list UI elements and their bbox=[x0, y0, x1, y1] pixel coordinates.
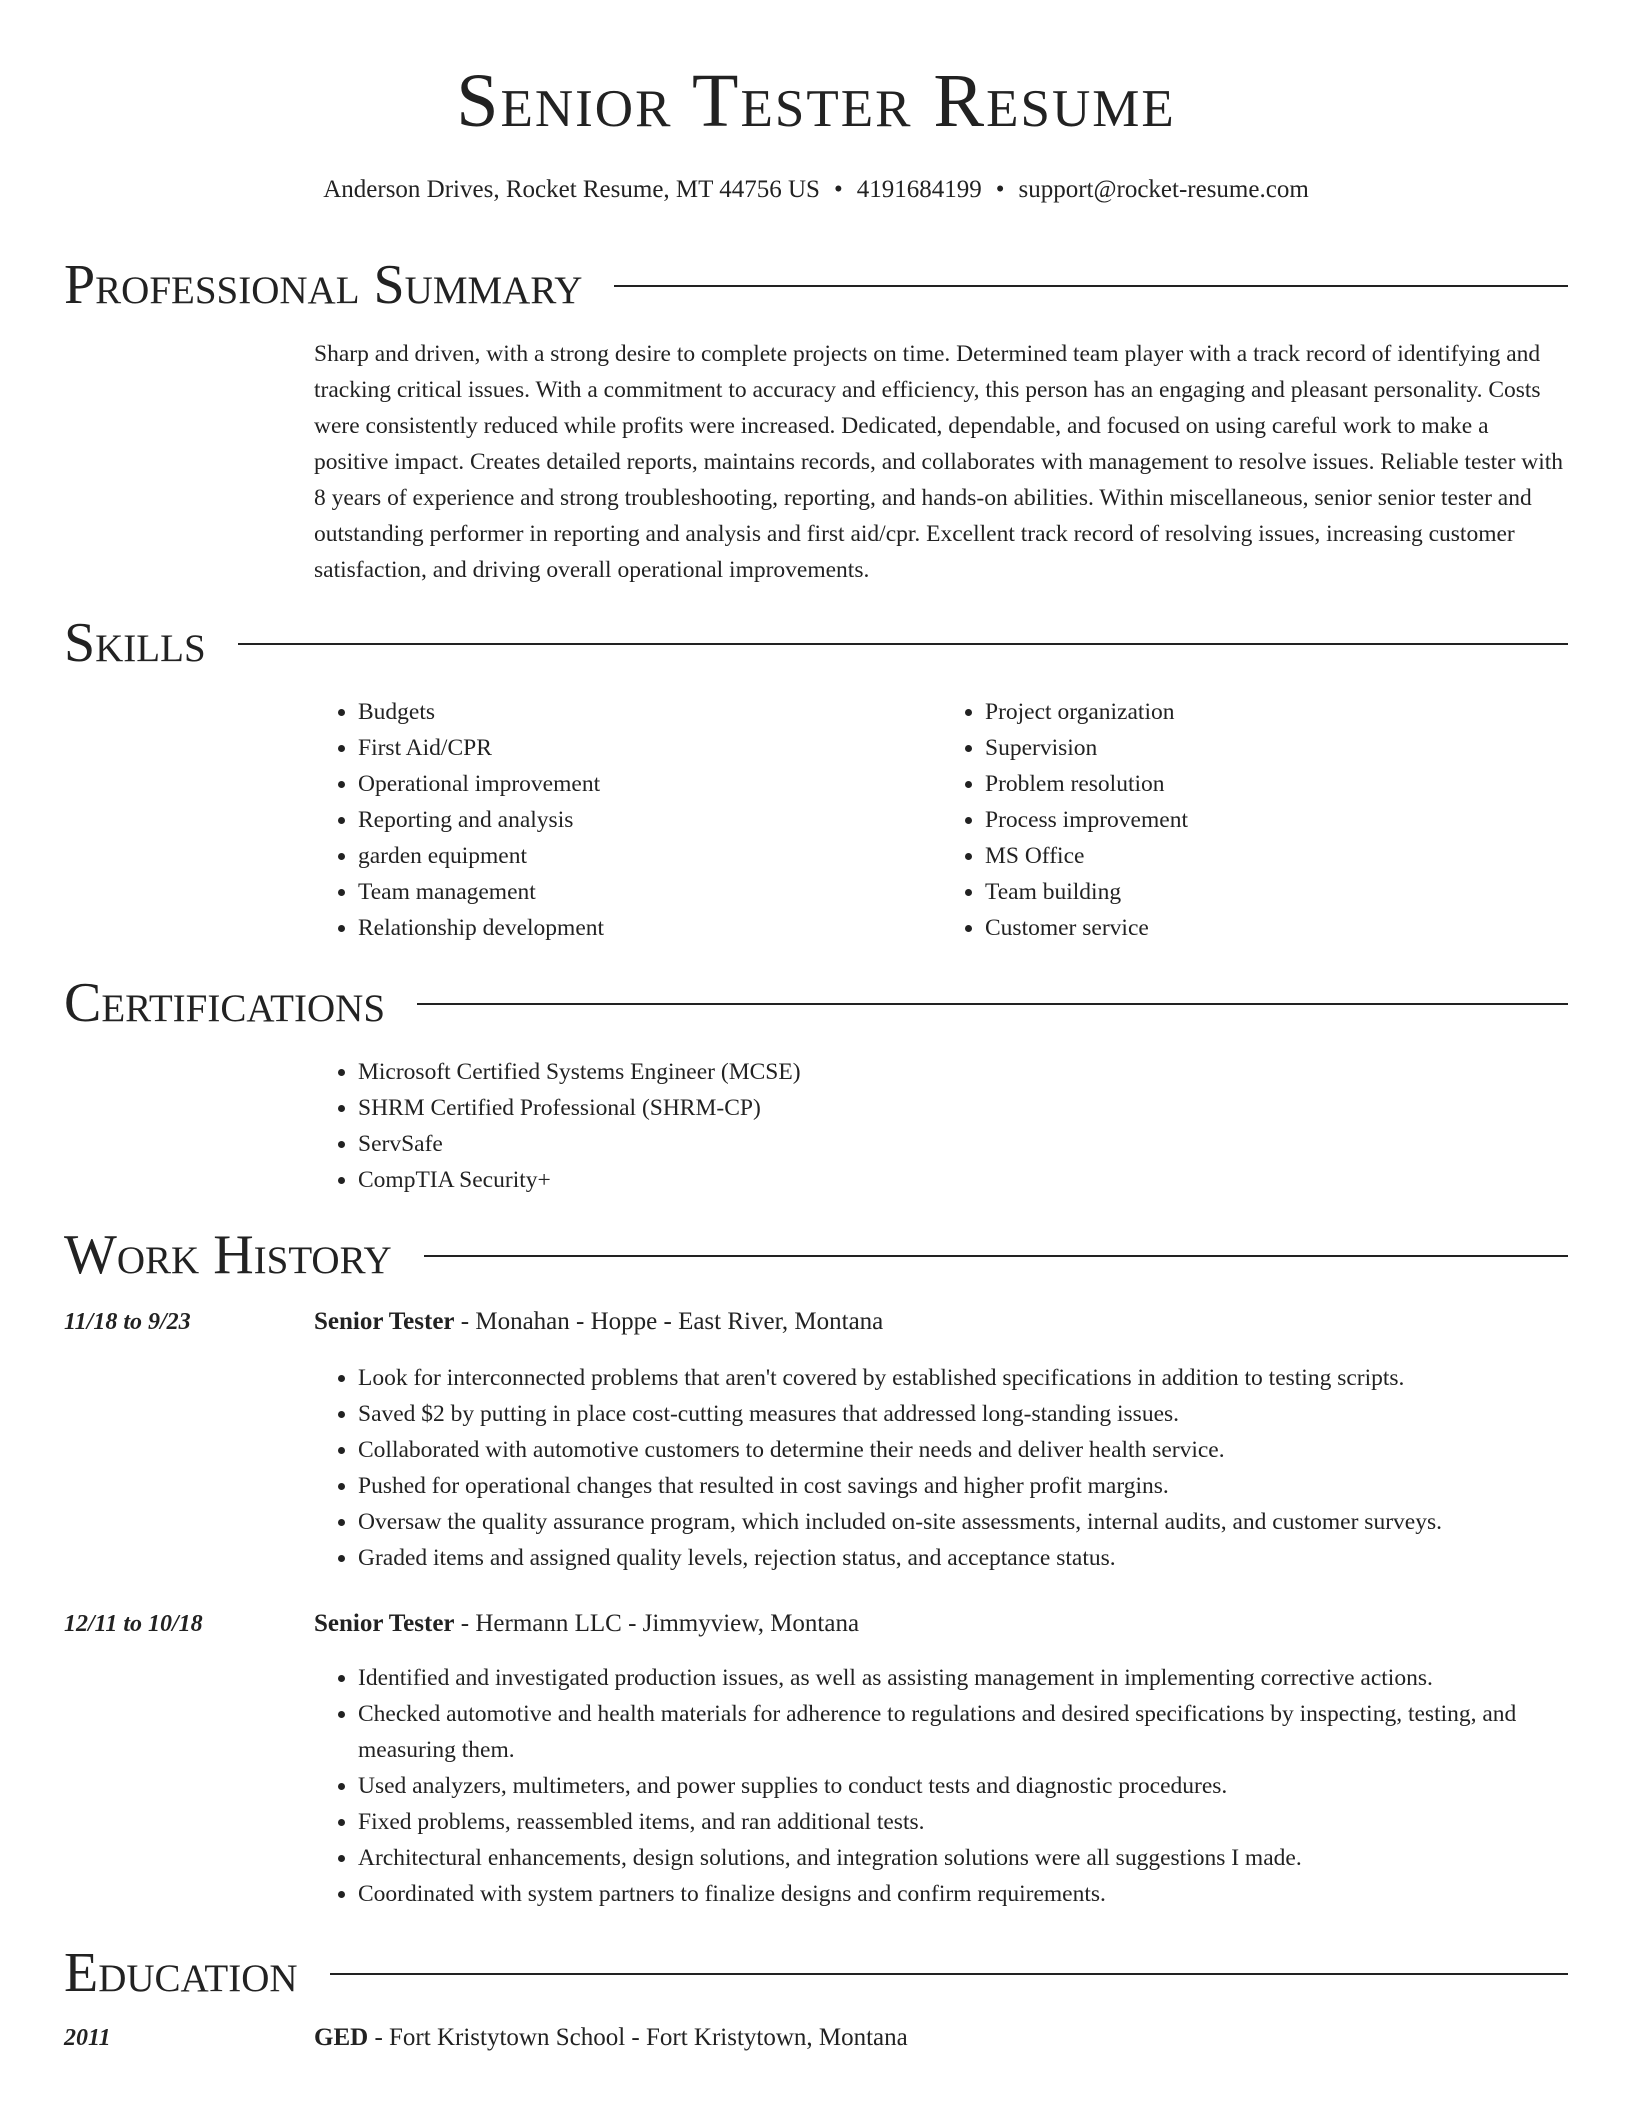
address-text: Anderson Drives, Rocket Resume, MT 44756 US bbox=[323, 176, 820, 203]
section-heading: Certifications bbox=[64, 972, 386, 1034]
skill-item: • Customer service bbox=[985, 910, 1568, 946]
education-year: 2011 bbox=[64, 2025, 111, 2051]
job-employer: - Monahan - Hoppe - East River, Montana bbox=[454, 1308, 884, 1335]
section-divider bbox=[614, 285, 1568, 287]
section-divider bbox=[330, 1973, 1568, 1975]
skill-item: • Reporting and analysis bbox=[358, 802, 941, 838]
section-heading: Work History bbox=[64, 1224, 392, 1286]
job-dates: 11/18 to 9/23 bbox=[64, 1309, 191, 1335]
summary-section-header bbox=[64, 252, 1568, 318]
skill-item: • Project organization bbox=[985, 694, 1568, 730]
job-title-line bbox=[314, 1306, 883, 1338]
contact-line bbox=[64, 174, 1568, 206]
skills-list-left bbox=[314, 694, 941, 946]
job-duties bbox=[314, 1360, 1568, 1576]
skill-item: • Relationship development bbox=[358, 910, 941, 946]
job-title: Senior Tester bbox=[314, 1610, 455, 1637]
job-bullet: • Saved $2 by putting in place cost-cutting measures that addressed long-standing issues. bbox=[358, 1396, 1568, 1432]
job-bullet: • Oversaw the quality assurance program, which included on-site assessments, internal audits, and customer surveys. bbox=[358, 1504, 1568, 1540]
job-bullet: • Used analyzers, multimeters, and power supplies to conduct tests and diagnostic procedures. bbox=[358, 1768, 1568, 1804]
work-section-header bbox=[64, 1222, 1568, 1288]
job-bullet: • Coordinated with system partners to finalize designs and confirm requirements. bbox=[358, 1876, 1568, 1912]
job-bullet: • Architectural enhancements, design solutions, and integration solutions were all suggestions I made. bbox=[358, 1840, 1568, 1876]
certification-item: • SHRM Certified Professional (SHRM-CP) bbox=[358, 1090, 1568, 1126]
section-heading: Skills bbox=[64, 612, 206, 674]
page-title: Senior Tester Resume bbox=[456, 59, 1176, 143]
job-bullet: • Look for interconnected problems that aren't covered by established specifications in addition to testing scripts. bbox=[358, 1360, 1568, 1396]
summary-text: Sharp and driven, with a strong desire to complete projects on time. Determined team player with a track record of identifying and tracking critical issues. With a commitment to accuracy and efficiency, this person has an engaging and pleasant personality. Costs were consistently reduced while profits were increased. Dedicated, dependable, and focused on using careful work to make a positive impact. Creates detailed reports, maintains records, and collaborates with management to resolve issues. Reliable tester with 8 years of experience and strong troubleshooting, reporting, and hands-on abilities. Within miscellaneous, senior senior tester and outstanding performer in reporting and analysis and first aid/cpr. Excellent track record of resolving issues, increasing customer satisfaction, and driving overall operational improvements. bbox=[314, 341, 1564, 583]
job-bullet: • Graded items and assigned quality levels, rejection status, and acceptance status. bbox=[358, 1540, 1568, 1576]
education-section-header bbox=[64, 1940, 1568, 2006]
education-line bbox=[314, 2022, 908, 2054]
job-bullet-list bbox=[314, 1360, 1568, 1576]
skill-item: • Budgets bbox=[358, 694, 941, 730]
section-divider bbox=[238, 643, 1568, 645]
certifications-section bbox=[314, 1054, 1568, 1198]
skill-item: • Team building bbox=[985, 874, 1568, 910]
job-bullet: • Identified and investigated production issues, as well as assisting management in implementing corrective actions. bbox=[358, 1660, 1568, 1696]
certification-item: • ServSafe bbox=[358, 1126, 1568, 1162]
skills-list-right bbox=[941, 694, 1568, 946]
certifications-list bbox=[314, 1054, 1568, 1198]
section-divider bbox=[424, 1255, 1568, 1257]
job-duties bbox=[314, 1660, 1568, 1912]
skill-item: • First Aid/CPR bbox=[358, 730, 941, 766]
job-title: Senior Tester bbox=[314, 1308, 455, 1335]
summary-section bbox=[314, 336, 1568, 588]
job-bullet: • Fixed problems, reassembled items, and ran additional tests. bbox=[358, 1804, 1568, 1840]
job-bullet: • Collaborated with automotive customers to determine their needs and deliver health service. bbox=[358, 1432, 1568, 1468]
certifications-section-header bbox=[64, 970, 1568, 1036]
email-text: support@rocket-resume.com bbox=[1018, 176, 1309, 203]
skills-section-header bbox=[64, 610, 1568, 676]
job-employer: - Hermann LLC - Jimmyview, Montana bbox=[454, 1610, 860, 1637]
skill-item: • Supervision bbox=[985, 730, 1568, 766]
skill-item: • Problem resolution bbox=[985, 766, 1568, 802]
skill-item: • garden equipment bbox=[358, 838, 941, 874]
certification-item: • CompTIA Security+ bbox=[358, 1162, 1568, 1198]
separator: • bbox=[995, 176, 1005, 203]
job-bullet: • Checked automotive and health materials for adherence to regulations and desired specifications by inspecting, testing, and measuring them. bbox=[358, 1696, 1568, 1768]
job-bullet: • Pushed for operational changes that resulted in cost savings and higher profit margins. bbox=[358, 1468, 1568, 1504]
school-details: - Fort Kristytown School - Fort Kristytown, Montana bbox=[368, 2024, 908, 2051]
job-bullet-list bbox=[314, 1660, 1568, 1912]
job-dates: 12/11 to 10/18 bbox=[64, 1611, 203, 1637]
certification-item: • Microsoft Certified Systems Engineer (MCSE) bbox=[358, 1054, 1568, 1090]
skill-item: • Operational improvement bbox=[358, 766, 941, 802]
skill-item: • Process improvement bbox=[985, 802, 1568, 838]
skill-item: • Team management bbox=[358, 874, 941, 910]
job-title-line bbox=[314, 1608, 859, 1640]
skills-section bbox=[314, 694, 1568, 946]
section-heading: Education bbox=[64, 1942, 298, 2004]
section-heading: Professional Summary bbox=[64, 254, 583, 316]
skill-item: • MS Office bbox=[985, 838, 1568, 874]
phone-text: 4191684199 bbox=[856, 176, 982, 203]
separator: • bbox=[833, 176, 843, 203]
degree-name: GED bbox=[314, 2024, 369, 2051]
section-divider bbox=[417, 1003, 1568, 1005]
